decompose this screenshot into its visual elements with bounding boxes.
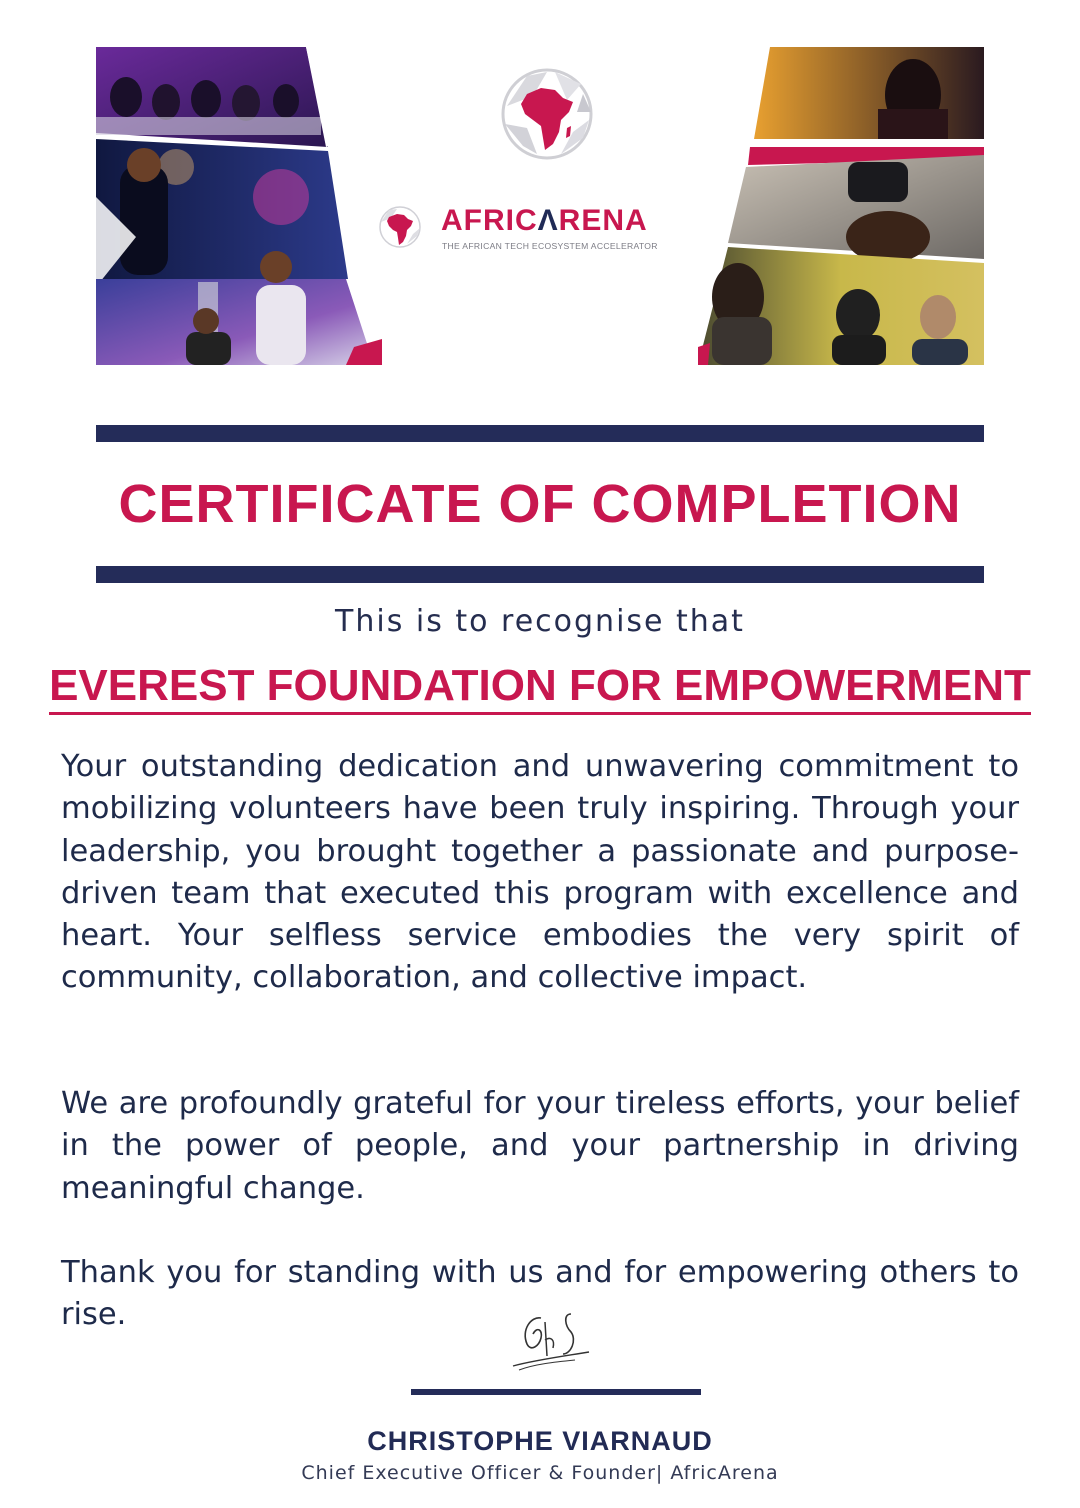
- signature-line: [411, 1389, 701, 1395]
- mini-globe-logo-icon: [377, 204, 423, 250]
- certificate-title: CERTIFICATE OF COMPLETION: [118, 474, 962, 534]
- bottom-divider-bar: [96, 566, 984, 583]
- recognition-intro: This is to recognise that: [335, 604, 745, 639]
- handwritten-signature: [505, 1300, 595, 1380]
- header-photo-collage-right: [698, 47, 984, 365]
- recipient-name-text: EVEREST FOUNDATION FOR EMPOWERMENT: [49, 660, 1031, 715]
- body-paragraph-3: Thank you for standing with us and for empowering others to rise.: [61, 1255, 1019, 1333]
- signatory-name: CHRISTOPHE VIARNAUD: [367, 1426, 713, 1456]
- body-paragraph-1: Your outstanding dedication and unwavering commitment to mobilizing volunteers have been truly inspiring. Through your leadership, you brought together a passionate and purpose-driven team that executed this program with excellence and heart. Your selfless service embodies the very spirit of community, collaboration, and collective impact.: [61, 749, 1019, 996]
- header-photo-collage-left: [96, 47, 382, 365]
- top-divider-bar: [96, 425, 984, 442]
- brand-tagline: THE AFRICAN TECH ECOSYSTEM ACCELERATOR: [442, 241, 658, 251]
- africarena-brand-logo: [377, 200, 697, 256]
- signatory-role: Chief Executive Officer & Founder| AfricArena: [301, 1462, 779, 1484]
- africa-globe-logo-icon: [497, 66, 597, 162]
- recipient-name: [0, 660, 1080, 715]
- body-paragraph-2: We are profoundly grateful for your tireless efforts, your belief in the power of people, and your partnership in driving meaningful change.: [61, 1086, 1019, 1206]
- brand-wordmark: AFRICΛRENA: [441, 204, 648, 237]
